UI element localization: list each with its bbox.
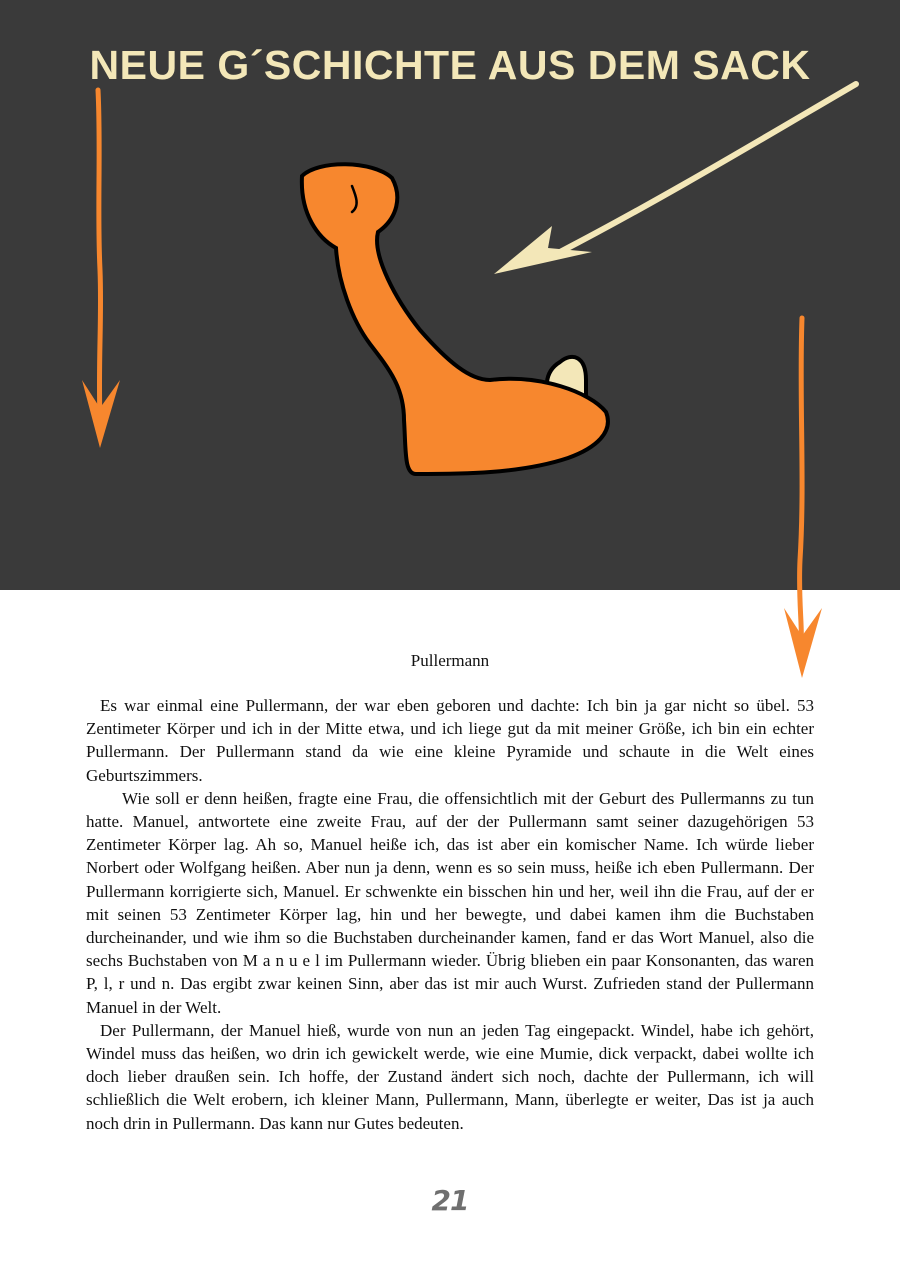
story-paragraph-3: Der Pullermann, der Manuel hieß, wurde von nun an jeden Tag eingepackt. Windel, habe ich gehört, Windel muss das heißen, wo drin ich gewickelt werde, wie eine Mumie, dick verpackt, dabei wollte ich doch lieber draußen sein. Ich hoffe, der Zustand ändert sich noch, dachte der Pullermann, ich will schließlich die Welt erobern, ich kleiner Mann, Pullermann, Mann, überlegte er weiter, Das ist ja auch noch drin in Pullermann. Das kann nur Gutes bedeuten.: [86, 1020, 814, 1133]
story-paragraph-2: Wie soll er denn heißen, fragte eine Frau, die offensichtlich mit der Geburt des Pullermanns zu tun hatte. Manuel, antwortete eine zweite Frau, auf der der Pullermann samt seiner dazugehörigen 53 Zentimeter Körper lag. Ah so, Manuel heiße ich, das ist aber ein komischer Name. Ich würde lieber Norbert oder Wolfgang heißen. Aber nun ja denn, wenn es so sein muss, heiße ich eben Pullermann. Der Pullermann korrigierte sich, Manuel. Er schwenkte ein bisschen hin und her, weil ihn die Frau, auf der er mit seinen 53 Zentimeter Körper lag, hin und her bewegte, und dabei kamen ihm die Buchstaben durcheinander, und wie ihm so die Buchstaben durcheinander kamen, fand er das Wort Manuel, also die sechs Buchstaben von M a n u e l im Pullermann wieder. Übrig blieben ein paar Konsonanten, das waren P, l, r und n. Das ergibt zwar keinen Sinn, aber das ist mir auch Wurst. Zufrieden stand der Pullermann Manuel in der Welt.: [86, 788, 814, 1017]
story-paragraph-1: Es war einmal eine Pullermann, der war eben geboren und dachte: Ich bin ja gar nicht so übel. 53 Zentimeter Körper und ich in der Mitte etwa, und ich liege gut da mit meiner Größe, ich bin ein echter Pullermann. Der Pullermann stand da wie eine kleine Pyramide und schaute in die Welt eines Geburtszimmers.: [86, 696, 814, 785]
orange-arrow-down-right-icon: [784, 318, 822, 678]
cream-arrow-pointing-icon: [494, 84, 856, 274]
page-number: 21: [431, 1184, 469, 1217]
headline: NEUE G´SCHICHTE AUS DEM SACK: [89, 42, 811, 88]
cartoon-figure-icon: [302, 164, 608, 474]
orange-arrow-down-left-icon: [82, 90, 120, 448]
story-body: [86, 694, 814, 1135]
story-title: Pullermann: [410, 651, 490, 670]
